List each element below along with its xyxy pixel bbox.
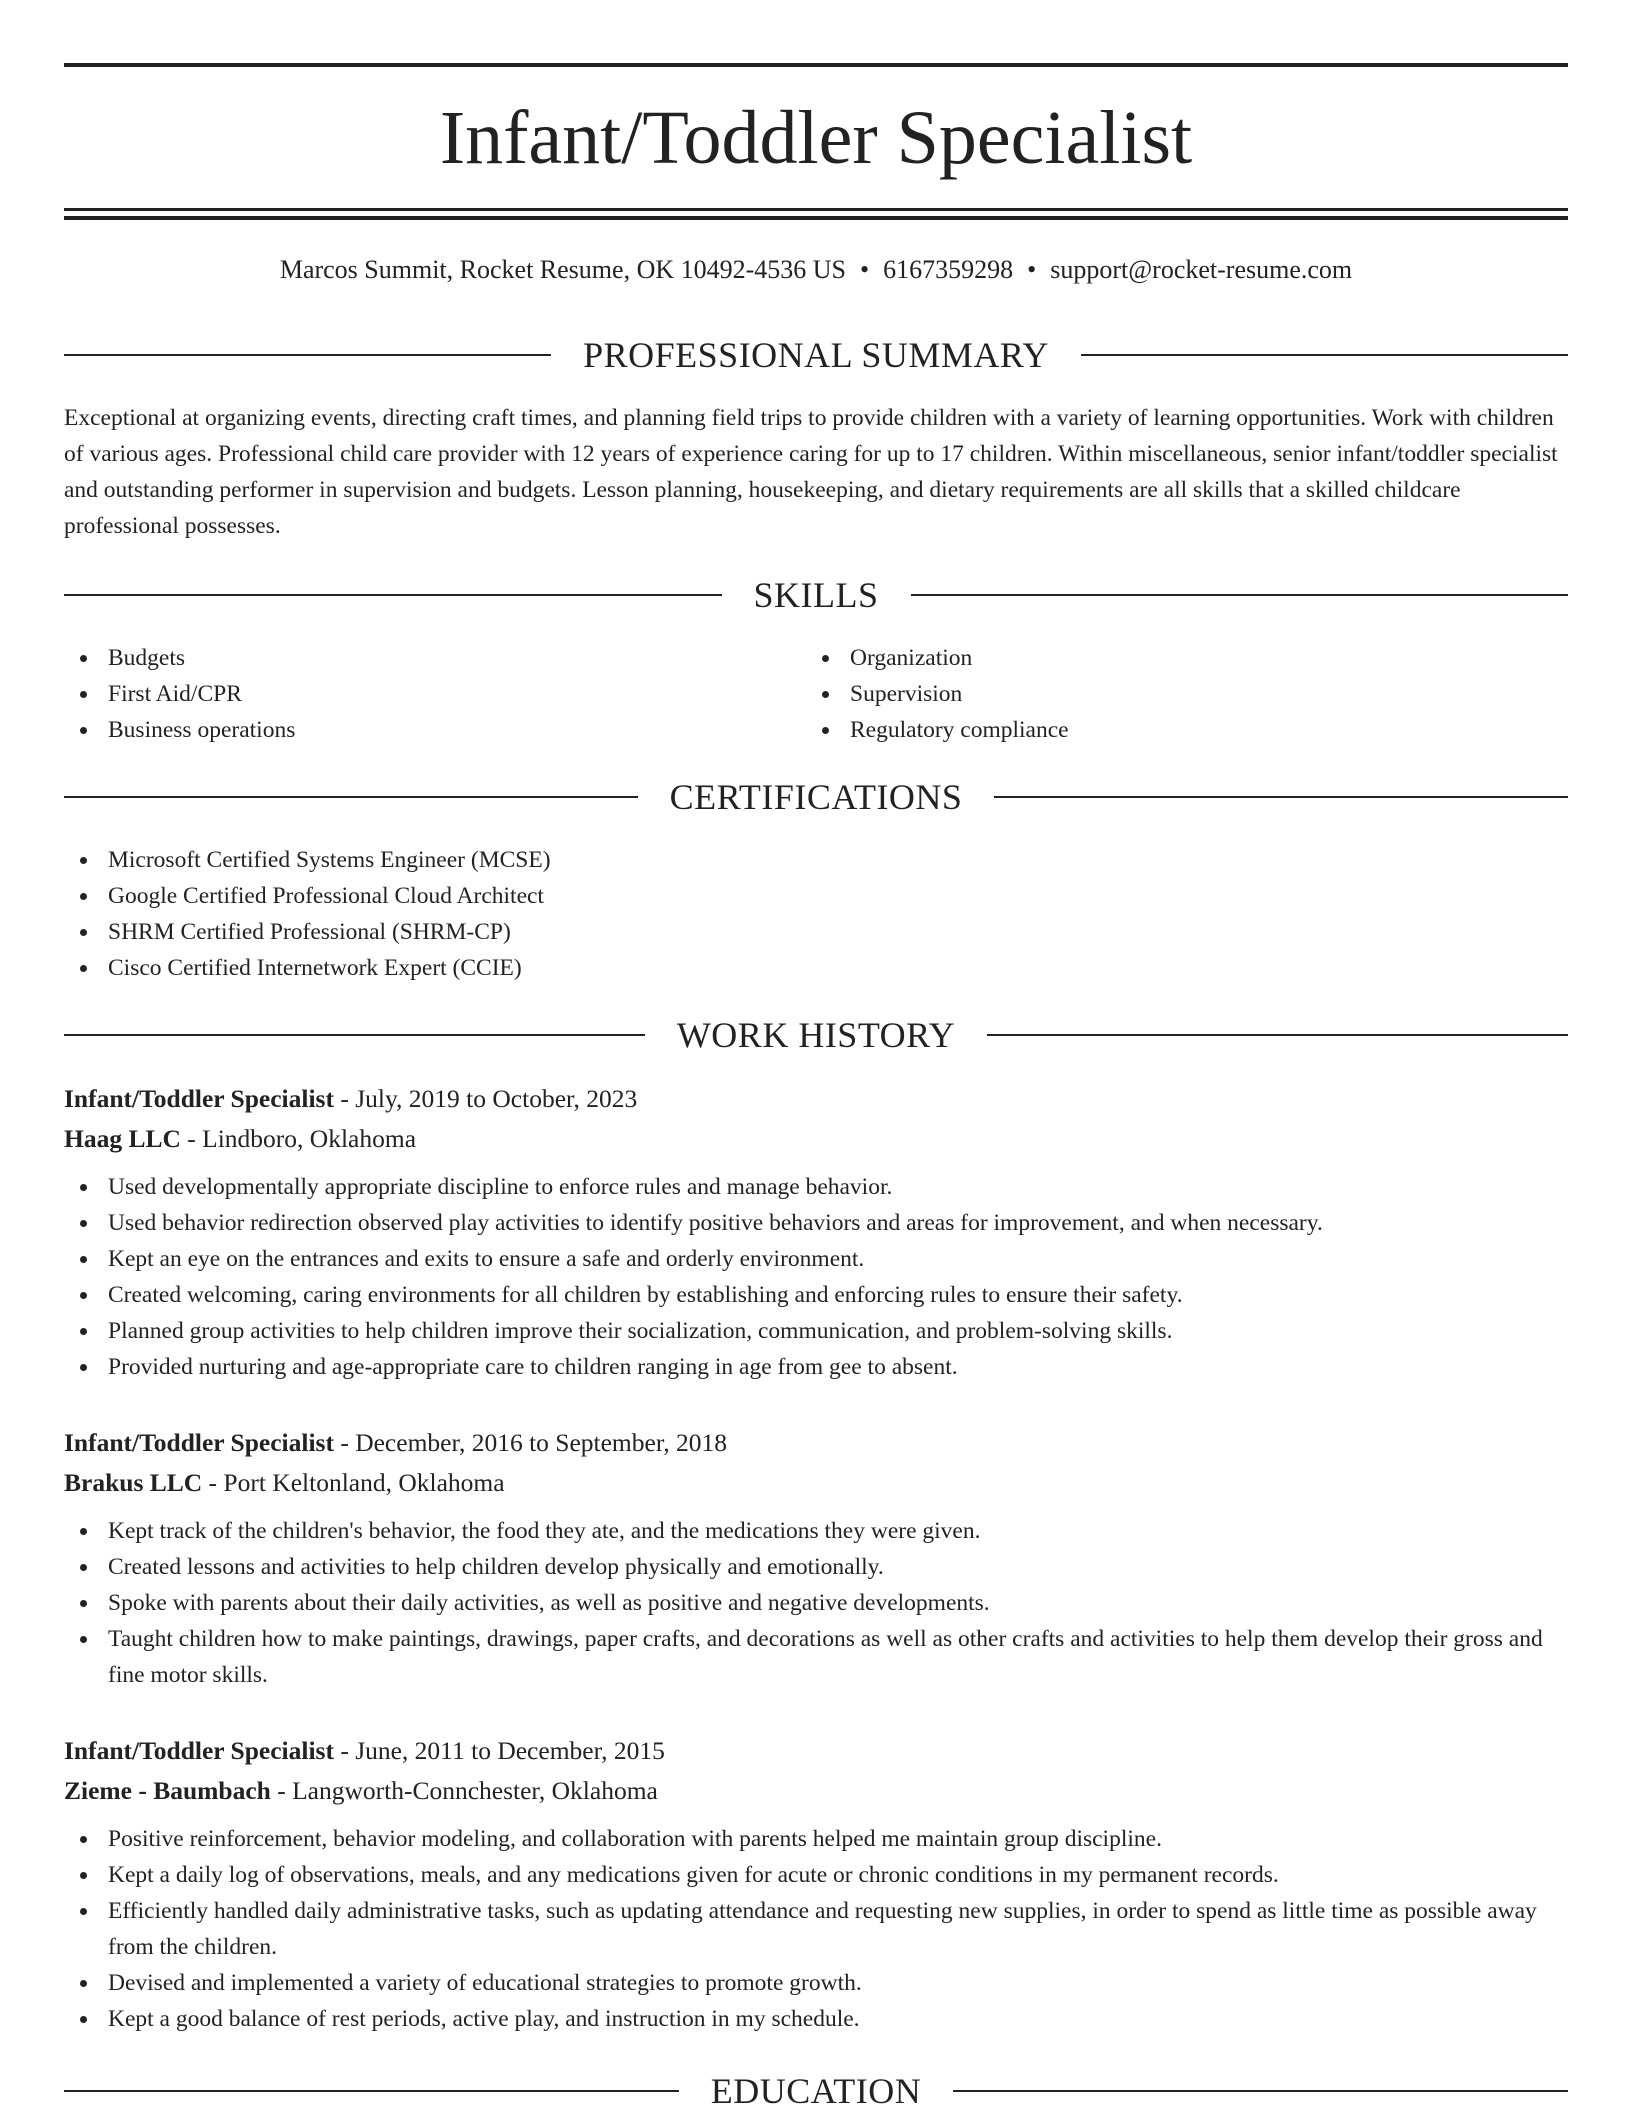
divider-line: [953, 2090, 1568, 2092]
job-bullet: Kept track of the children's behavior, the food they ate, and the medications they were given.: [64, 1513, 1568, 1549]
job-bullet: Efficiently handled daily administrative tasks, such as updating attendance and requesting new supplies, in order to spend as little time as possible away from the children.: [64, 1893, 1568, 1965]
certification-item: SHRM Certified Professional (SHRM-CP): [64, 914, 1568, 950]
skill-item: Regulatory compliance: [806, 712, 1546, 748]
certification-item: Cisco Certified Internetwork Expert (CCIE): [64, 950, 1568, 986]
skill-item: Organization: [806, 640, 1546, 676]
job-bullets: [64, 1821, 1568, 2037]
job-location: - Port Keltonland, Oklahoma: [202, 1468, 505, 1497]
divider-line: [64, 1034, 645, 1036]
section-title-education: EDUCATION: [710, 2071, 922, 2111]
job-company-line: [64, 1463, 1568, 1503]
certification-item: Google Certified Professional Cloud Architect: [64, 878, 1568, 914]
section-title-skills: SKILLS: [753, 575, 879, 615]
contact-separator: •: [860, 255, 870, 284]
title-rule-lower: [64, 216, 1568, 220]
job-bullet: Positive reinforcement, behavior modeling, and collaboration with parents helped me maintain group discipline.: [64, 1821, 1568, 1857]
job-title: Infant/Toddler Specialist: [64, 1084, 334, 1113]
job-bullet: Kept a daily log of observations, meals, and any medications given for acute or chronic conditions in my permanent records.: [64, 1857, 1568, 1893]
certifications-list: [64, 842, 1568, 986]
job-location: - Langworth-Connchester, Oklahoma: [270, 1776, 658, 1805]
skill-item: Business operations: [64, 712, 804, 748]
divider-line: [1081, 354, 1568, 356]
job-company: Haag LLC: [64, 1124, 181, 1153]
contact-email: support@rocket-resume.com: [1050, 255, 1353, 284]
contact-phone: 6167359298: [883, 255, 1014, 284]
page-title: Infant/Toddler Specialist: [439, 96, 1193, 180]
job-bullet: Provided nurturing and age-appropriate care to children ranging in age from gee to absent.: [64, 1349, 1568, 1385]
job-title: Infant/Toddler Specialist: [64, 1428, 334, 1457]
section-header-skills: [64, 573, 1568, 617]
divider-line: [994, 796, 1568, 798]
job-dates: - December, 2016 to September, 2018: [333, 1428, 728, 1457]
job-company: Brakus LLC: [64, 1468, 203, 1497]
section-header-certifications: [64, 775, 1568, 819]
contact-line: [64, 252, 1568, 288]
skills-list-left: [64, 640, 804, 748]
job-location: - Lindboro, Oklahoma: [180, 1124, 417, 1153]
job-bullet: Devised and implemented a variety of educational strategies to promote growth.: [64, 1965, 1568, 2001]
divider-line: [64, 594, 722, 596]
title-rule-upper: [64, 208, 1568, 211]
divider-line: [64, 354, 551, 356]
divider-line: [987, 1034, 1568, 1036]
job-company: Zieme - Baumbach: [64, 1776, 271, 1805]
contact-address: Marcos Summit, Rocket Resume, OK 10492-4536 US: [279, 255, 847, 284]
divider-line: [64, 2090, 679, 2092]
section-title-summary: PROFESSIONAL SUMMARY: [583, 335, 1049, 375]
skill-item: First Aid/CPR: [64, 676, 804, 712]
section-header-summary: [64, 333, 1568, 377]
job-entry: [64, 1079, 1568, 1385]
job-bullet: Created lessons and activities to help children develop physically and emotionally.: [64, 1549, 1568, 1585]
job-title-line: [64, 1423, 1568, 1463]
job-company-line: [64, 1771, 1568, 1811]
summary-text: Exceptional at organizing events, directing craft times, and planning field trips to provide children with a variety of learning opportunities. Work with children of various ages. Professional child care provider with 12 years of experience caring for up to 17 children. Within miscellaneous, senior infant/toddler specialist and outstanding performer in supervision and budgets. Lesson planning, housekeeping, and dietary requirements are all skills that a skilled childcare professional possesses.: [64, 405, 1558, 539]
skills-list-right: [806, 640, 1546, 748]
section-title-certifications: CERTIFICATIONS: [669, 777, 963, 817]
job-dates: - July, 2019 to October, 2023: [333, 1084, 638, 1113]
section-title-work-history: WORK HISTORY: [676, 1015, 956, 1055]
job-bullet: Kept a good balance of rest periods, active play, and instruction in my schedule.: [64, 2001, 1568, 2037]
skill-item: Supervision: [806, 676, 1546, 712]
job-bullet: Kept an eye on the entrances and exits to ensure a safe and orderly environment.: [64, 1241, 1568, 1277]
job-bullet: Used developmentally appropriate discipline to enforce rules and manage behavior.: [64, 1169, 1568, 1205]
job-dates: - June, 2011 to December, 2015: [333, 1736, 665, 1765]
job-bullet: Created welcoming, caring environments for all children by establishing and enforcing rules to ensure their safety.: [64, 1277, 1568, 1313]
job-title-line: [64, 1079, 1568, 1119]
job-company-line: [64, 1119, 1568, 1159]
top-rule: [64, 63, 1568, 67]
job-bullet: Spoke with parents about their daily activities, as well as positive and negative developments.: [64, 1585, 1568, 1621]
certification-item: Microsoft Certified Systems Engineer (MCSE): [64, 842, 1568, 878]
job-bullet: Taught children how to make paintings, drawings, paper crafts, and decorations as well as other crafts and activities to help them develop their gross and fine motor skills.: [64, 1621, 1568, 1693]
job-title-line: [64, 1731, 1568, 1771]
job-bullets: [64, 1169, 1568, 1385]
contact-separator: •: [1027, 255, 1037, 284]
job-title: Infant/Toddler Specialist: [64, 1736, 334, 1765]
divider-line: [911, 594, 1569, 596]
skill-item: Budgets: [64, 640, 804, 676]
section-header-work-history: [64, 1013, 1568, 1057]
job-bullets: [64, 1513, 1568, 1693]
section-header-education: [64, 2069, 1568, 2113]
job-entry: [64, 1423, 1568, 1693]
job-entry: [64, 1731, 1568, 2037]
job-bullet: Planned group activities to help children improve their socialization, communication, and problem-solving skills.: [64, 1313, 1568, 1349]
job-bullet: Used behavior redirection observed play activities to identify positive behaviors and areas for improvement, and when necessary.: [64, 1205, 1568, 1241]
divider-line: [64, 796, 638, 798]
